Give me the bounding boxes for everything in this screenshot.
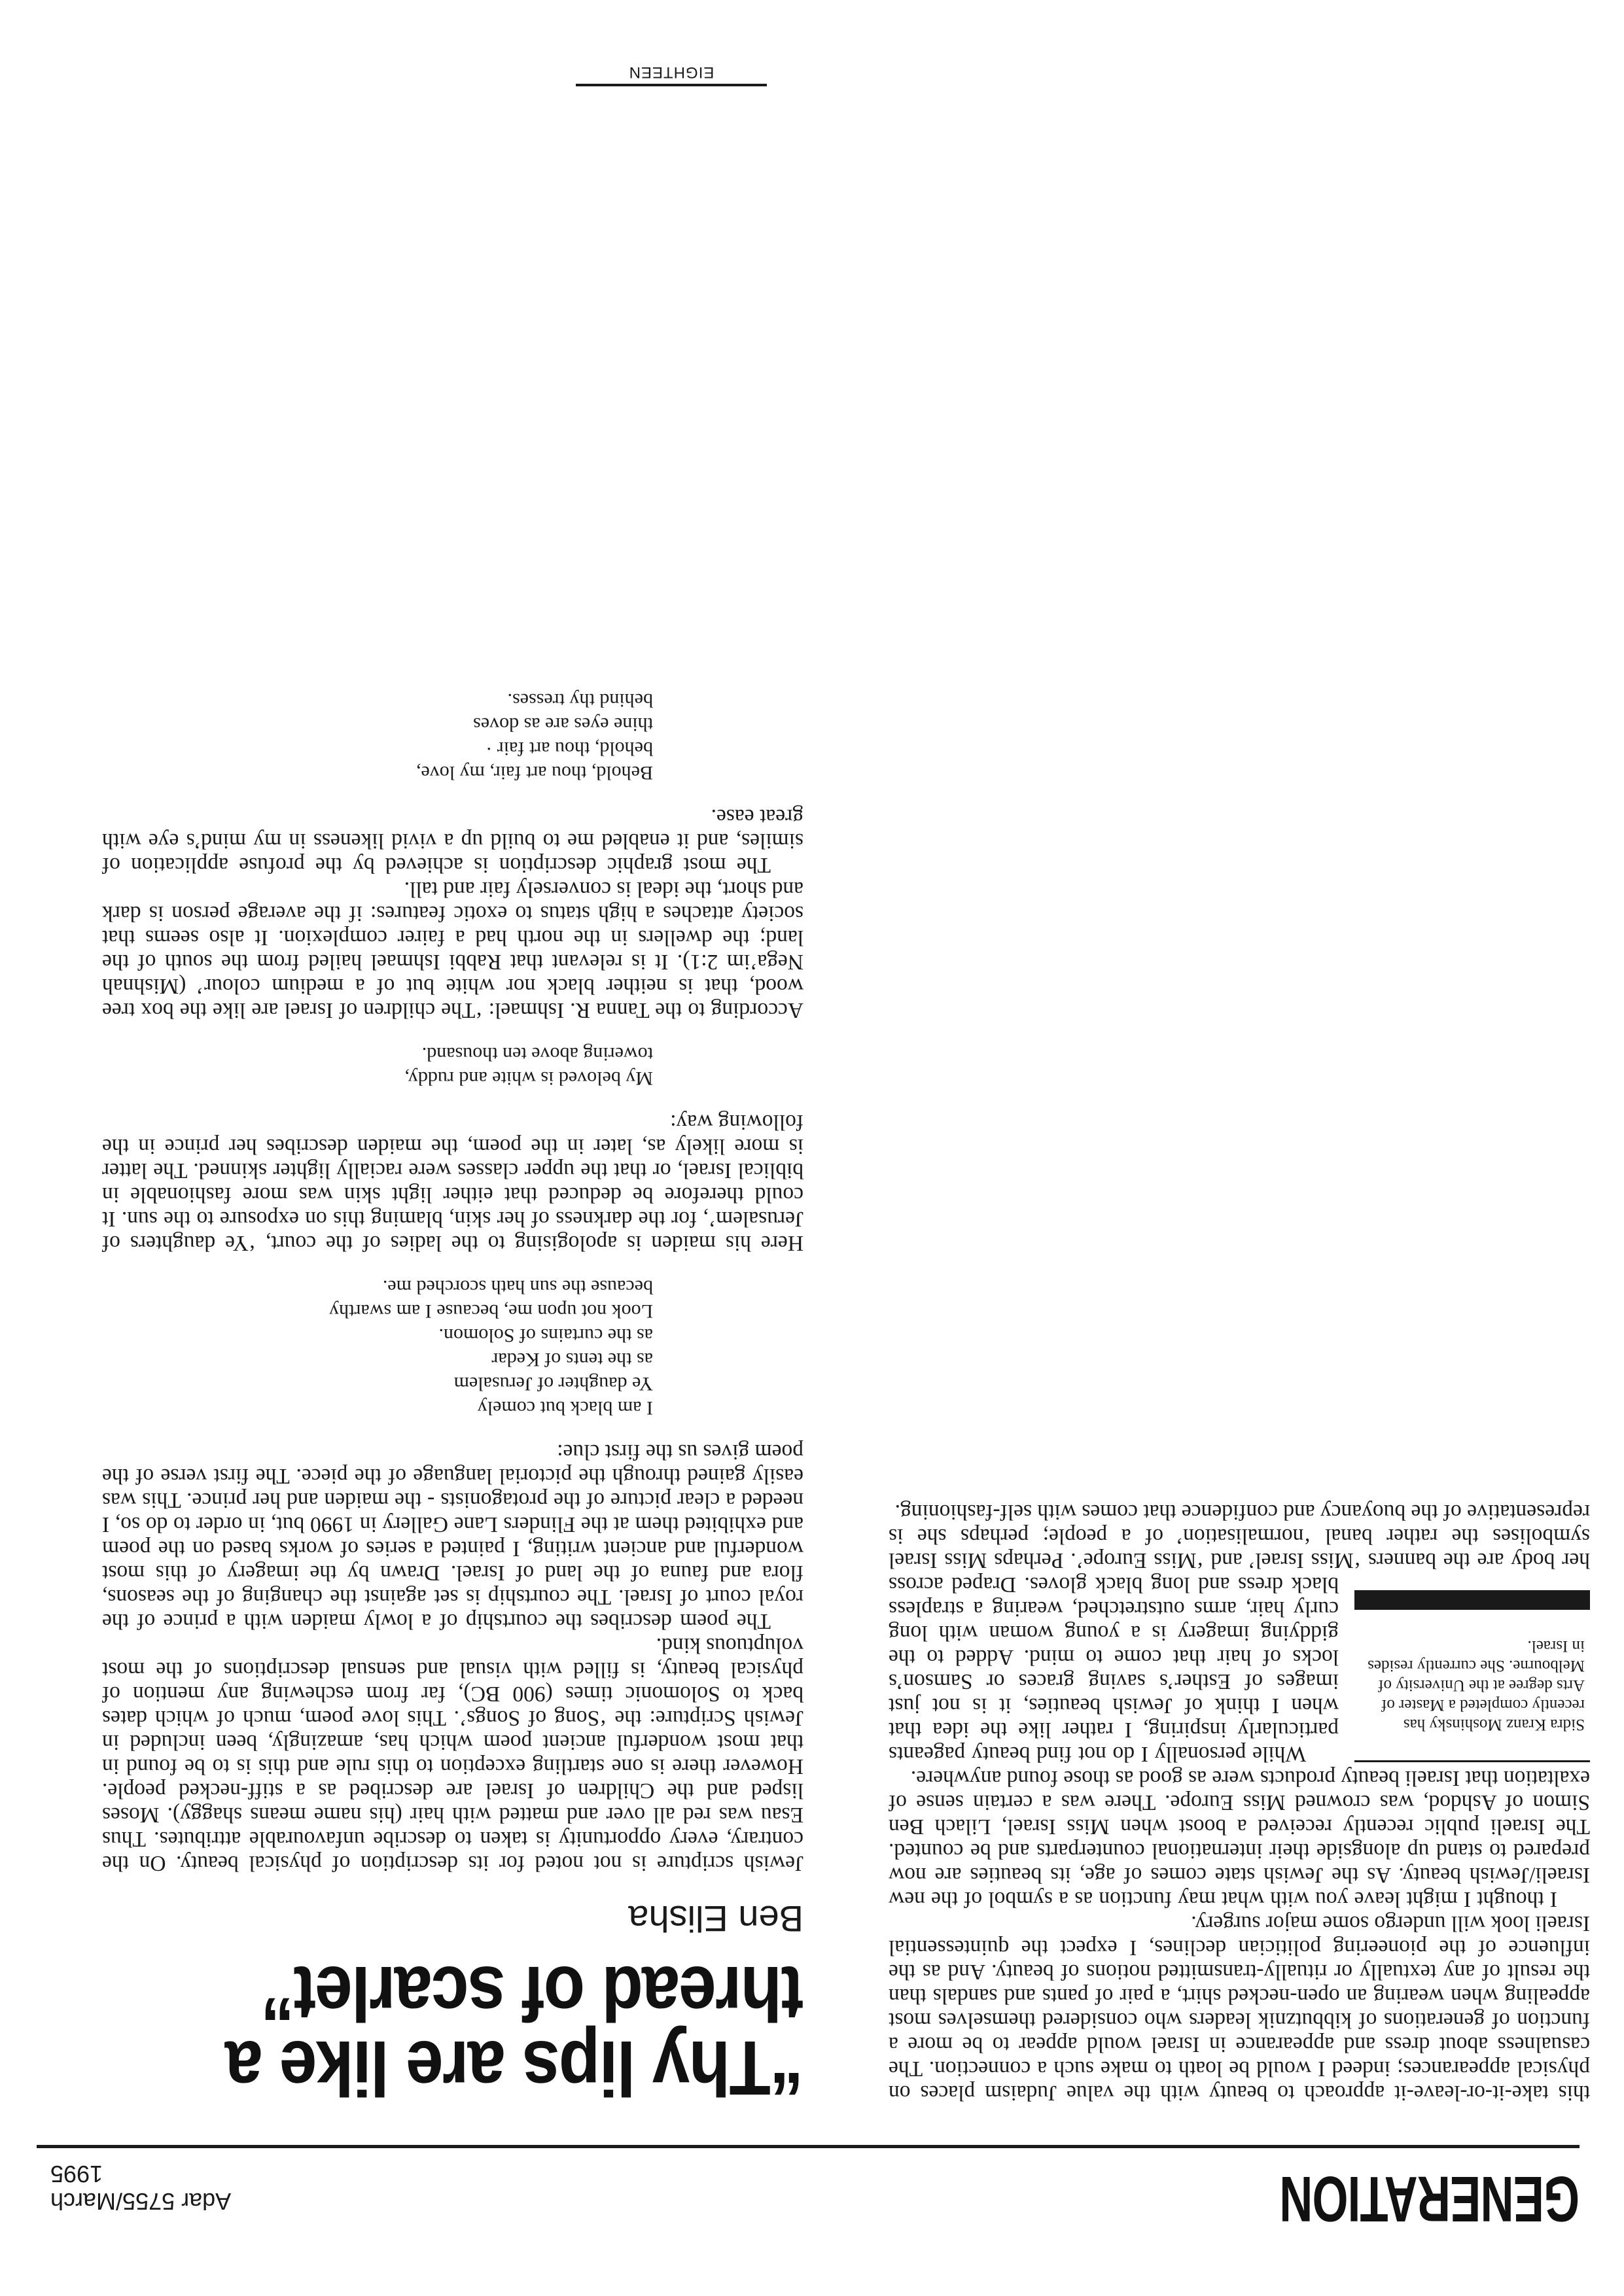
verse-line: Look not upon me, because I am swarthy bbox=[329, 1300, 653, 1322]
verse-quote bbox=[102, 1042, 653, 1090]
verse-line: behind thy tresses. bbox=[507, 689, 653, 711]
masthead-title: GENERATION bbox=[1280, 2163, 1580, 2235]
paragraph: According to the Tanna R. Ishmael: ‘The children of Israel are like the box tree wood, that is neither black nor white but of a medium colour’ (Mishnah Nega’im 2:1). It is relevant that Rabbi Ishmael hailed from the south of the land; the dwellers in the north had a fairer complexion. It also seems that society attaches a high status to exotic features: if the average person is dark and short, the ideal is conversely fair and tall. bbox=[102, 877, 803, 1022]
sidebar-bottom-bar bbox=[1354, 1590, 1590, 1610]
paragraph: I thought I might leave you with what may function as a symbol of the new Israeli/Jewish beauty. As the Jewish state comes of age, its beauties are now prepared to stand up alongside their international counterparts and be counted. The Israeli public recently received a boost when Miss Israel, Lilach Ben Simon of Ashdod, was crowned Miss Europe. There was a certain sense of exaltation that Israeli beauty products were as good as those found anywhere. bbox=[889, 1766, 1590, 1911]
verse-line: because the sun hath scorched me. bbox=[382, 1276, 653, 1298]
article-byline: Ben Elisha bbox=[628, 1898, 803, 1939]
article-headline: “Thy lips are like a thread of scarlet” bbox=[226, 1950, 803, 2111]
sidebar-top-rule bbox=[1354, 1760, 1590, 1762]
verse-quote bbox=[102, 1275, 653, 1420]
author-note-box bbox=[1354, 1590, 1590, 1766]
paragraph: The poem describes the courtship of a lowly maiden with a prince of the royal court of Israel. The courtship is set against the changing of the seasons, flora and fauna of the land of Israel. Drawn by the imagery of this most wonderful and ancient writing, I painted a series of works based on the poem and exhibited them at the Flinders Lane Gallery in 1990 but, in order to do so, I needed a clear picture of the protagonists - the maiden and her prince. This was easily gained through the pictorial language of the piece. The first verse of the poem gives us the first clue: bbox=[102, 1440, 803, 1633]
paragraph: Here his maiden is apologising to the ladies of the court, ‘Ye daughters of Jerusalem’, for the darkness of her skin, blaming this on exposure to the sun. It could therefore be deduced that either light skin was more fashionable in biblical Israel, or that the upper classes were racially lighter skinned. The latter is more likely as, later in the poem, the maiden describes her prince in the following way: bbox=[102, 1110, 803, 1255]
verse-line: Ye daughter of Jerusalem bbox=[453, 1373, 653, 1395]
verse-line: thine eyes are as doves bbox=[473, 714, 653, 735]
page-number-rule bbox=[576, 84, 767, 86]
paragraph: Jewish scripture is not noted for its description of physical beauty. On the contrary, every opportunity is taken to describe unfavourable attributes. Thus Esau was red all over and matted with hair (his name means shaggy). Moses lisped and the Children of Israel are described as a stiff-necked people. However there is one startling exception to this rule and this is to be found in that most wonderful ancient poem which has, amazingly, been included in Jewish Scripture: the ‘Song of Songs’. This love poem, much of which dates back to Solomonic times (900 BC), far from eschewing any mention of physical beauty, is filled with visual and sensual descriptions of the most voluptuous kind. bbox=[102, 1633, 803, 1875]
masthead-rule bbox=[37, 2145, 1580, 2148]
paragraph: this take-it-or-leave-it approach to beauty with the value Judaism places on physical appearances; indeed I would be loath to make such a connection. The casualness about dress and appearance in Israel would appear to be more a function of generations of kibbutznik leaders who considered themselves most appealing when wearing an open-necked shirt, a pair of pants and sandals than the result of any textually or ritually-transmitted notions of beauty. And as the influence of the pioneering politician declines, I expect the quintessential Israeli look will undergo some major surgery. bbox=[889, 1911, 1590, 2105]
verse-line: My beloved is white and ruddy, bbox=[404, 1068, 653, 1089]
page-number: EIGHTEEN bbox=[628, 63, 715, 81]
verse-line: I am black but comely bbox=[477, 1397, 653, 1419]
paragraph: The most graphic description is achieved by the profuse application of similes, and it enabled me to build up a vivid likeness in my mind’s eye with great ease. bbox=[102, 805, 803, 877]
issue-date: Adar 5755/March 1995 bbox=[50, 2161, 232, 2215]
sidebar-wrap bbox=[889, 1500, 1590, 1766]
author-note: Sidra Kranz Moshinsky has recently completed a Master of Arts degree at the University of Melbourne. She currently resides in Israel. bbox=[1368, 1637, 1585, 1733]
verse-line: as the tents of Kedar bbox=[491, 1349, 653, 1370]
article-column-right bbox=[102, 669, 803, 2111]
verse-line: behold, thou art fair · bbox=[485, 738, 653, 759]
verse-quote bbox=[102, 688, 653, 785]
verse-line: Behold, thou art fair, my love, bbox=[415, 762, 653, 784]
verse-line: as the curtains of Solomon. bbox=[438, 1325, 653, 1346]
paragraph: While personally I do not find beauty pageants particularly inspiring, I rather like the idea that when I think of Jewish beauties, it is not just images of Esther’s saving graces or Samson’s locks of hair that come to mind. Added to the giddying imagery is a young woman with long curly hair, arms outstretched, wearing a strapless black dress and long black gloves. Draped across her body are the banners ‘Miss Israel’ and ‘Miss Europe’. Perhaps Miss Israel symbolises the rather banal ‘normalisation’ of a people; perhaps she is representative of the buoyancy and confidence that comes with self-fashioning. bbox=[889, 1500, 1590, 1766]
article-column-left bbox=[889, 1500, 1590, 2105]
verse-line: towering above ten thousand. bbox=[421, 1043, 653, 1065]
